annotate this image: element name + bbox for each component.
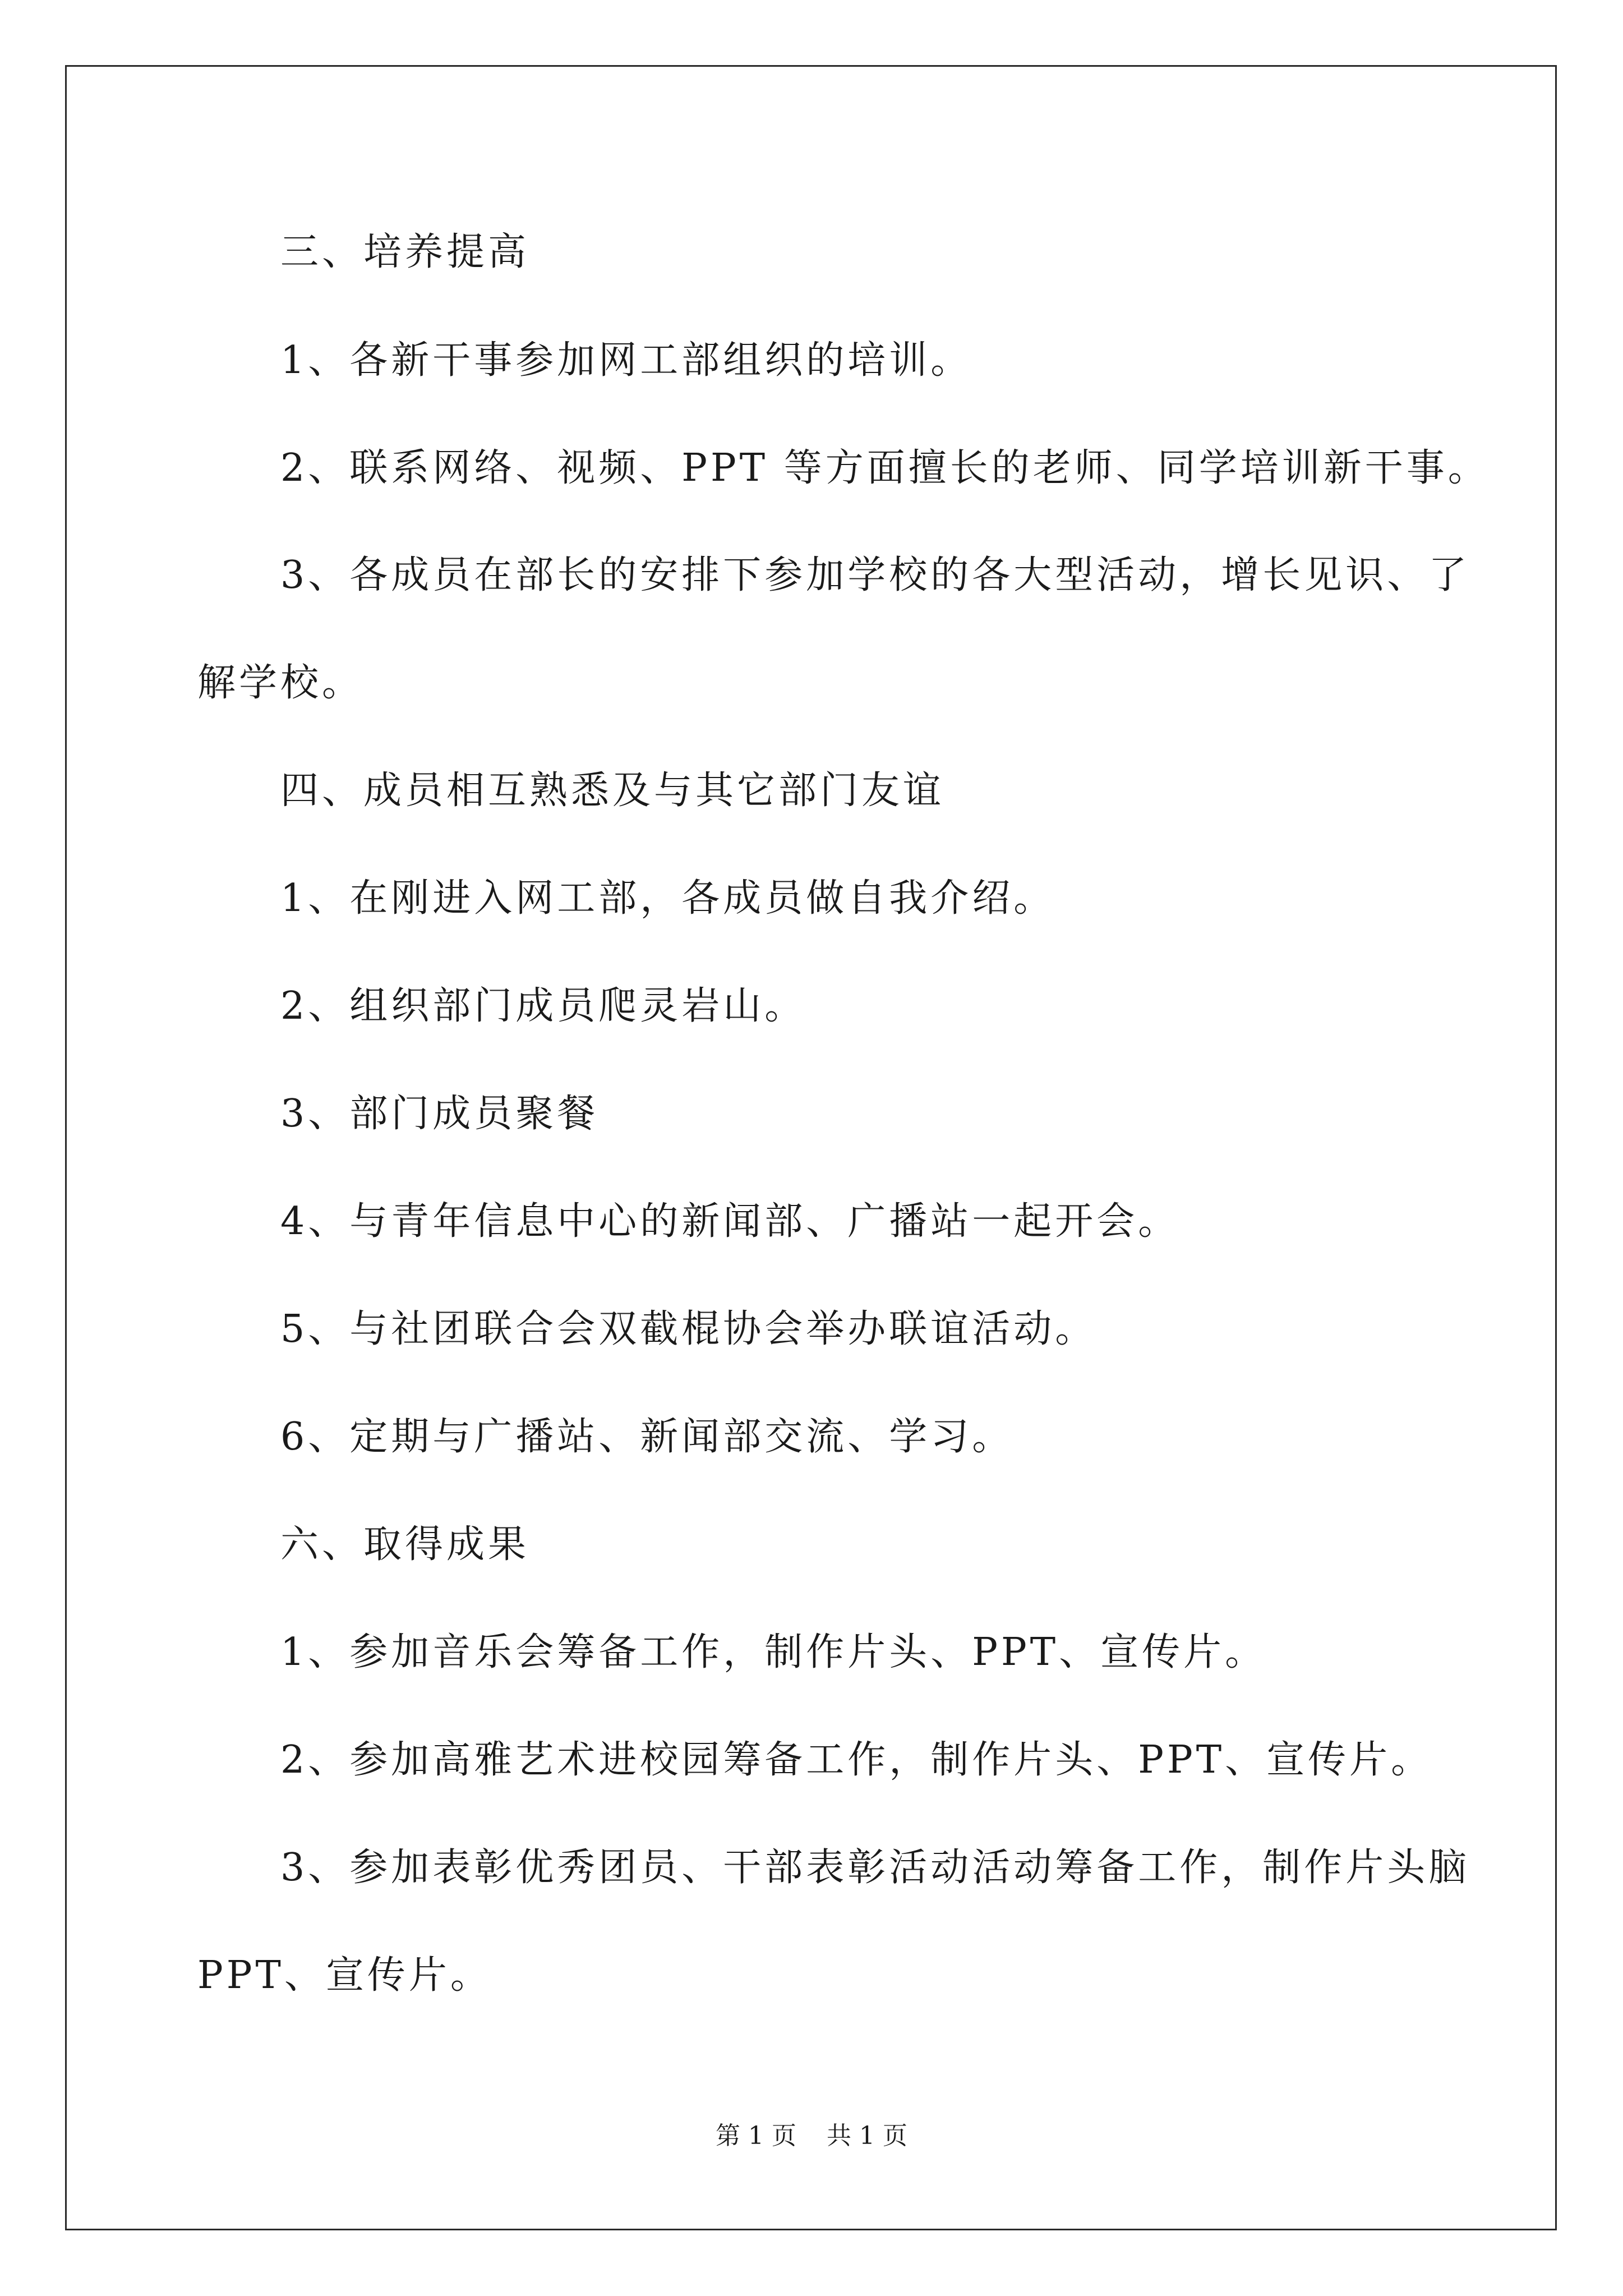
paragraph-line: 3、参加表彰优秀团员、干部表彰活动活动筹备工作，制作片头脑 xyxy=(280,1846,1470,1890)
paragraph-line: 2、参加高雅艺术进校园筹备工作，制作片头、PPT、宣传片。 xyxy=(280,1738,1433,1782)
paragraph-line: 2、组织部门成员爬灵岩山。 xyxy=(280,984,806,1028)
section-heading-members: 四、成员相互熟悉及与其它部门友谊 xyxy=(280,769,945,813)
page-number: 第 1 页 xyxy=(716,2122,796,2150)
paragraph-line: 1、在刚进入网工部，各成员做自我介绍。 xyxy=(280,876,1055,921)
paragraph-line: 6、定期与广播站、新闻部交流、学习。 xyxy=(280,1415,1014,1459)
paragraph-line: 2、联系网络、视频、PPT 等方面擅长的老师、同学培训新干事。 xyxy=(280,446,1490,490)
paragraph-line: 3、部门成员聚餐 xyxy=(280,1092,599,1136)
page-total: 共 1 页 xyxy=(827,2122,907,2150)
paragraph-line: 3、各成员在部长的安排下参加学校的各大型活动，增长见识、了 xyxy=(280,553,1470,597)
paragraph-line-continuation: PPT、宣传片。 xyxy=(197,1953,492,1998)
page-footer xyxy=(0,2120,1623,2152)
paragraph-line: 1、参加音乐会筹备工作，制作片头、PPT、宣传片。 xyxy=(280,1630,1267,1674)
paragraph-line-continuation: 解学校。 xyxy=(197,661,364,705)
section-heading-training: 三、培养提高 xyxy=(280,230,530,274)
paragraph-line: 1、各新干事参加网工部组织的培训。 xyxy=(280,338,972,383)
section-heading-results: 六、取得成果 xyxy=(280,1522,530,1567)
paragraph-line: 5、与社团联合会双截棍协会举办联谊活动。 xyxy=(280,1307,1097,1351)
paragraph-line: 4、与青年信息中心的新闻部、广播站一起开会。 xyxy=(280,1199,1180,1244)
page-border xyxy=(65,65,1557,2230)
